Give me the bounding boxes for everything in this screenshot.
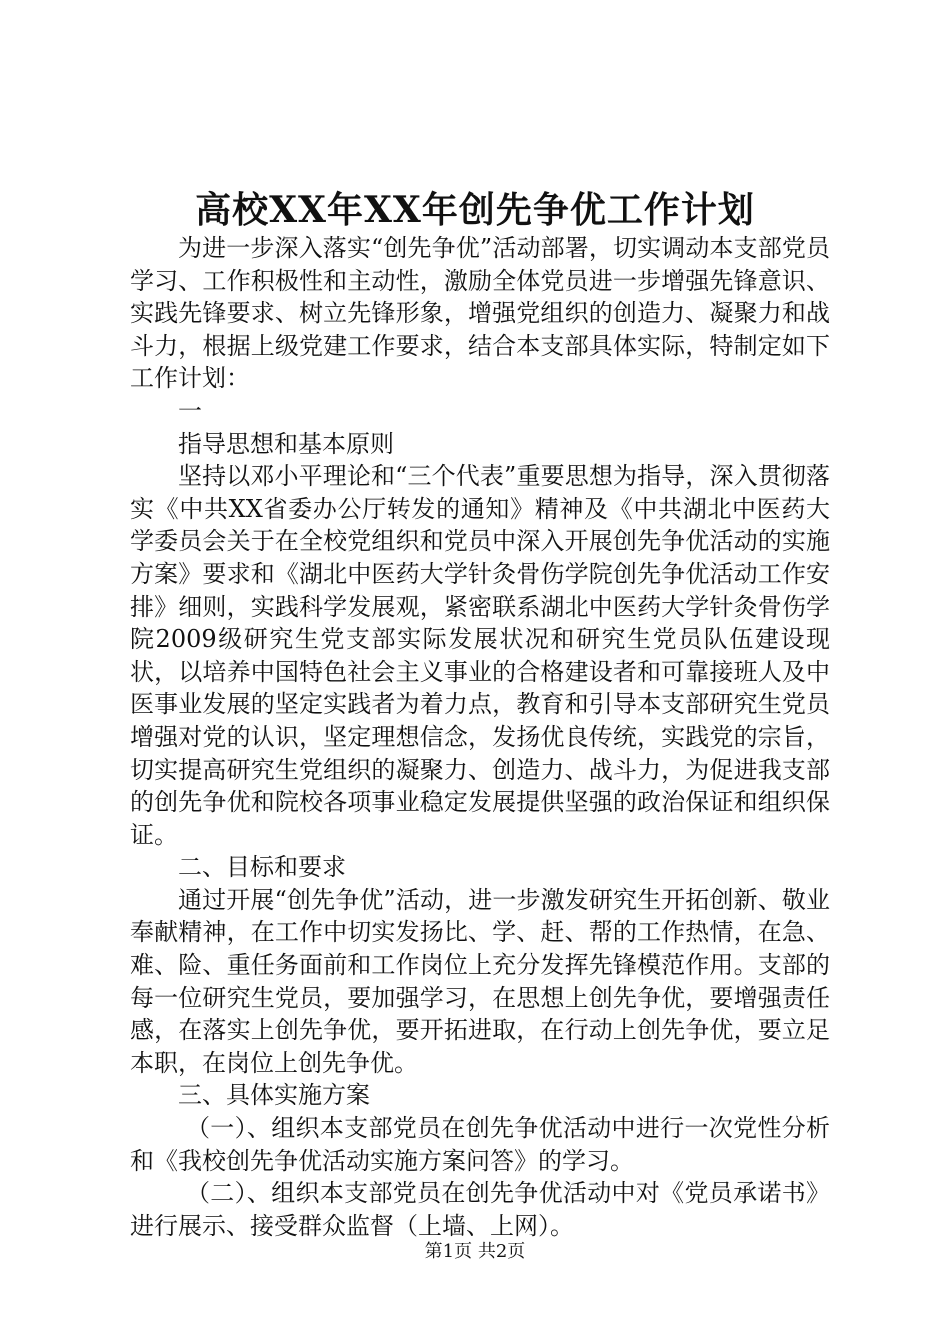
goals-paragraph: 通过开展“创先争优”活动，进一步激发研究生开拓创新、敬业奉献精神，在工作中切实发扬比、学、赶、帮的工作热情，在急、难、险、重任务面前和工作岗位上充分发挥先锋模范作用。支部的每一位研究生党员，要加强学习，在思想上创先争优，要增强责任感，在落实上创先争优，要开拓进取，在行动上创先争优，要立足本职，在岗位上创先争优。: [130, 885, 830, 1077]
section-number-one: 一: [178, 396, 202, 425]
intro-paragraph: 为进一步深入落实“创先争优”活动部署，切实调动本支部党员学习、工作积极性和主动性，激励全体党员进一步增强先锋意识、实践先锋要求、树立先锋形象，增强党组织的创造力、凝聚力和战斗力，根据上级党建工作要求，结合本支部具体实际，特制定如下工作计划：: [130, 234, 830, 393]
section-heading-guiding-principles: 指导思想和基本原则: [178, 429, 394, 458]
section-heading-implementation: 三、具体实施方案: [178, 1081, 370, 1110]
section-heading-goals: 二、目标和要求: [178, 853, 346, 882]
guiding-principles-paragraph: 坚持以邓小平理论和“三个代表”重要思想为指导，深入贯彻落实《中共XX省委办公厅转发的通知》精神及《中共湖北中医药大学委员会关于在全校党组织和党员中深入开展创先争优活动的实施方案》要求和《湖北中医药大学针灸骨伤学院创先争优活动工作安排》细则，实践科学发展观，紧密联系湖北中医药大学针灸骨伤学院2009级研究生党支部实际发展状况和研究生党员队伍建设现状，以培养中国特色社会主义事业的合格建设者和可靠接班人及中医事业发展的坚定实践者为着力点，教育和引导本支部研究生党员增强对党的认识，坚定理想信念，发扬优良传统，实践党的宗旨，切实提高研究生党组织的凝聚力、创造力、战斗力，为促进我支部的创先争优和院校各项事业稳定发展提供坚强的政治保证和组织保证。: [130, 462, 830, 849]
implementation-item-1: （一）、组织本支部党员在创先争优活动中进行一次党性分析和《我校创先争优活动实施方案问答》的学习。: [130, 1114, 830, 1175]
page-footer: 第1页 共2页: [424, 1241, 526, 1262]
document-body: [130, 232, 830, 1242]
implementation-item-2: （二）、组织本支部党员在创先争优活动中对《党员承诺书》进行展示、接受群众监督（上墙、上网）。: [130, 1179, 830, 1240]
document-title: 高校XX年XX年创先争优工作计划: [195, 189, 755, 231]
